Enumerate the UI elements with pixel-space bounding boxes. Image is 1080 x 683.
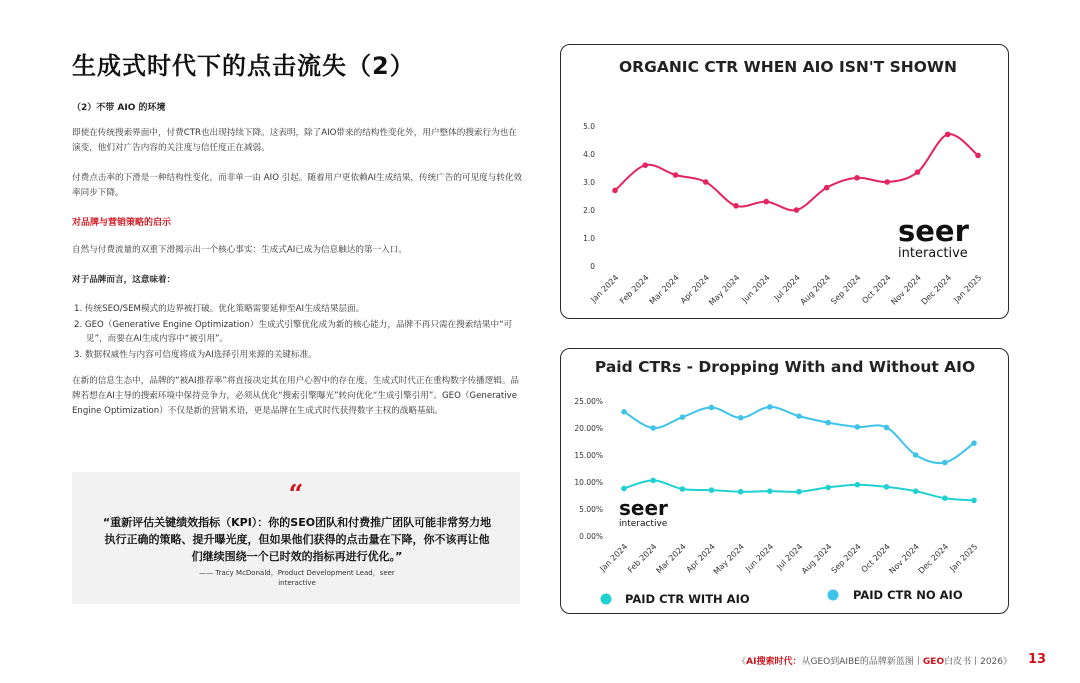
x-tick-label: Sep 2024 xyxy=(829,273,863,307)
legend-label: PAID CTR NO AIO xyxy=(853,588,963,602)
x-tick-label: Aug 2024 xyxy=(798,273,833,307)
list-item: 1. 传统SEO/SEM模式的边界被打破。优化策略需要延伸至AI生成结果层面。 xyxy=(74,304,365,314)
y-tick-label: 0 xyxy=(590,262,595,271)
data-point xyxy=(621,409,627,415)
chart-title: Paid CTRs - Dropping With and Without AIO xyxy=(594,358,976,376)
footer-prefix: 《 xyxy=(737,657,747,667)
x-tick-label: Mar 2024 xyxy=(647,273,681,307)
x-tick-label: Jan 2025 xyxy=(952,273,984,305)
data-point xyxy=(612,188,618,194)
seer-logo-subword: interactive xyxy=(619,519,668,529)
data-point xyxy=(680,486,686,492)
section-subheading: （2）不带 AIO 的环境 xyxy=(72,103,166,113)
implication-lead: 对于品牌而言，这意味着： xyxy=(72,275,176,285)
data-point xyxy=(709,487,715,493)
x-tick-label: Jul 2024 xyxy=(772,273,802,303)
data-point xyxy=(703,179,709,185)
y-tick-label: 20.00% xyxy=(574,424,603,433)
paid-ctr-chart-card xyxy=(560,348,1009,614)
x-tick-label: Jan 2025 xyxy=(948,542,980,574)
data-point xyxy=(884,179,890,185)
x-tick-label: Apr 2024 xyxy=(678,273,712,306)
x-tick-label: May 2024 xyxy=(711,542,747,577)
footer-red-1: AI搜索时代： xyxy=(746,657,802,667)
x-tick-label: Nov 2024 xyxy=(887,542,922,576)
data-point xyxy=(796,489,802,495)
seer-logo-word: seer xyxy=(619,496,668,520)
seer-logo-subword: interactive xyxy=(898,246,968,261)
y-tick-label: 1.0 xyxy=(583,234,595,243)
data-point xyxy=(945,132,951,138)
x-tick-label: Feb 2024 xyxy=(625,542,659,575)
footer-text xyxy=(737,654,1012,667)
data-point xyxy=(942,460,948,466)
data-point xyxy=(738,489,744,495)
x-tick-label: Jan 2024 xyxy=(598,542,630,574)
data-point xyxy=(709,405,715,411)
paragraph-3: 自然与付费流量的双重下滑揭示出一个核心事实：生成式AI已成为信息触达的第一入口。 xyxy=(72,245,407,255)
data-point xyxy=(794,207,800,213)
data-point xyxy=(971,440,977,446)
y-tick-label: 3.0 xyxy=(583,178,595,187)
x-tick-label: Dec 2024 xyxy=(916,542,951,576)
data-point xyxy=(621,486,627,492)
data-point xyxy=(975,153,981,159)
chart-title: ORGANIC CTR WHEN AIO ISN'T SHOWN xyxy=(619,58,957,76)
x-tick-label: Oct 2024 xyxy=(859,542,892,575)
page-title: 生成式时代下的点击流失（2） xyxy=(72,52,415,80)
seer-logo-word: seer xyxy=(898,214,969,248)
legend-marker xyxy=(601,594,612,605)
data-point xyxy=(884,425,890,431)
data-point xyxy=(767,404,773,410)
legend-label: PAID CTR WITH AIO xyxy=(625,592,750,606)
red-heading: 对品牌与营销策略的启示 xyxy=(72,218,172,228)
page-number: 13 xyxy=(1028,652,1047,667)
series-line-1 xyxy=(615,134,978,210)
y-tick-label: 15.00% xyxy=(574,451,603,460)
data-point xyxy=(825,485,831,491)
footer-suffix: 白皮书丨2026》 xyxy=(944,657,1012,667)
quote-author: —— Tracy McDonald，Product Development Lead，seer interactive xyxy=(199,569,395,587)
x-tick-label: May 2024 xyxy=(707,273,742,308)
legend-marker xyxy=(828,590,839,601)
footer-middle: 从GEO到AIBE的品牌新蓝图丨 xyxy=(801,657,923,667)
data-point xyxy=(854,175,860,181)
data-point xyxy=(763,199,769,205)
data-point xyxy=(971,498,977,504)
x-tick-label: Aug 2024 xyxy=(799,542,834,576)
organic-ctr-chart xyxy=(561,45,1010,320)
x-tick-label: Dec 2024 xyxy=(919,273,954,307)
paragraph-4: 在新的信息生态中，品牌的“被AI推荐率”将直接决定其在用户心智中的存在度。生成式时代正在重构数字传播逻辑。品牌若想在AI主导的搜索环境中保持竞争力，必须从优化“搜索引擎曝光”转向优化“生成引擎引用”。GEO（Generative Engine Optimization）不仅是新的营销术语，更是品牌在生成式时代获得数字主权的战略基础。 xyxy=(72,376,520,416)
x-tick-label: Apr 2024 xyxy=(684,542,717,575)
footer-red-2: GEO xyxy=(922,657,945,667)
x-tick-label: Mar 2024 xyxy=(654,542,688,576)
paragraph-1: 即使在传统搜索界面中，付费CTR也出现持续下降。这表明，除了AIO带来的结构性变化外，用户整体的搜索行为也在演变，他们对广告内容的关注度与信任度正在减弱。 xyxy=(72,128,517,153)
data-point xyxy=(884,484,890,490)
list-item: 3. 数据权威性与内容可信度将成为AI选择引用来源的关键标准。 xyxy=(74,349,317,360)
x-tick-label: Oct 2024 xyxy=(860,273,893,306)
data-point xyxy=(913,452,919,458)
y-tick-label: 25.00% xyxy=(574,397,603,406)
implication-list xyxy=(72,302,532,363)
paid-ctr-chart xyxy=(561,349,1010,615)
y-tick-label: 5.00% xyxy=(579,505,603,514)
data-point xyxy=(738,415,744,421)
data-point xyxy=(855,424,861,430)
data-point xyxy=(855,482,861,488)
data-point xyxy=(733,203,739,209)
data-point xyxy=(642,162,648,168)
y-tick-label: 4.0 xyxy=(583,150,595,159)
data-point xyxy=(680,414,686,420)
data-point xyxy=(942,495,948,501)
paragraph-2: 付费点击率的下滑是一种结构性变化，而非单一由 AIO 引起。随着用户更依赖AI生成结果，传统广告的可见度与转化效率同步下降。 xyxy=(72,173,523,198)
data-point xyxy=(767,488,773,494)
quote-box xyxy=(72,472,520,604)
data-point xyxy=(825,420,831,426)
x-tick-label: Jun 2024 xyxy=(740,273,772,305)
data-point xyxy=(650,425,656,431)
quote-text: “重新评估关键绩效指标（KPI）：你的SEO团队和付费推广团队可能非常努力地执行正确的策略、提升曝光度，但如果他们获得的点击量在下降，你不该再让他们继续围绕一个已时效的指标再进行优化。” xyxy=(102,516,492,563)
x-tick-label: Jan 2024 xyxy=(589,273,621,305)
list-item: 2. GEO（Generative Engine Optimization）生成式引擎优化成为新的核心能力，品牌不再只需在搜索结果中“可见”，而要在AI生成内容中“被引用”。 xyxy=(74,319,513,344)
quote-mark-icon: “ xyxy=(288,480,304,510)
data-point xyxy=(913,488,919,494)
data-point xyxy=(824,185,830,191)
y-tick-label: 5.0 xyxy=(583,122,595,131)
y-tick-label: 2.0 xyxy=(583,206,595,215)
x-tick-label: Jun 2024 xyxy=(743,542,776,574)
x-tick-label: Jul 2024 xyxy=(775,542,805,572)
x-tick-label: Sep 2024 xyxy=(829,542,863,576)
x-tick-label: Nov 2024 xyxy=(889,273,923,307)
data-point xyxy=(650,478,656,484)
y-tick-label: 10.00% xyxy=(574,478,603,487)
organic-ctr-chart-card xyxy=(560,44,1009,319)
data-point xyxy=(796,413,802,419)
data-point xyxy=(915,169,921,175)
data-point xyxy=(673,172,679,178)
x-tick-label: Feb 2024 xyxy=(618,273,651,306)
y-tick-label: 0.00% xyxy=(579,532,603,541)
